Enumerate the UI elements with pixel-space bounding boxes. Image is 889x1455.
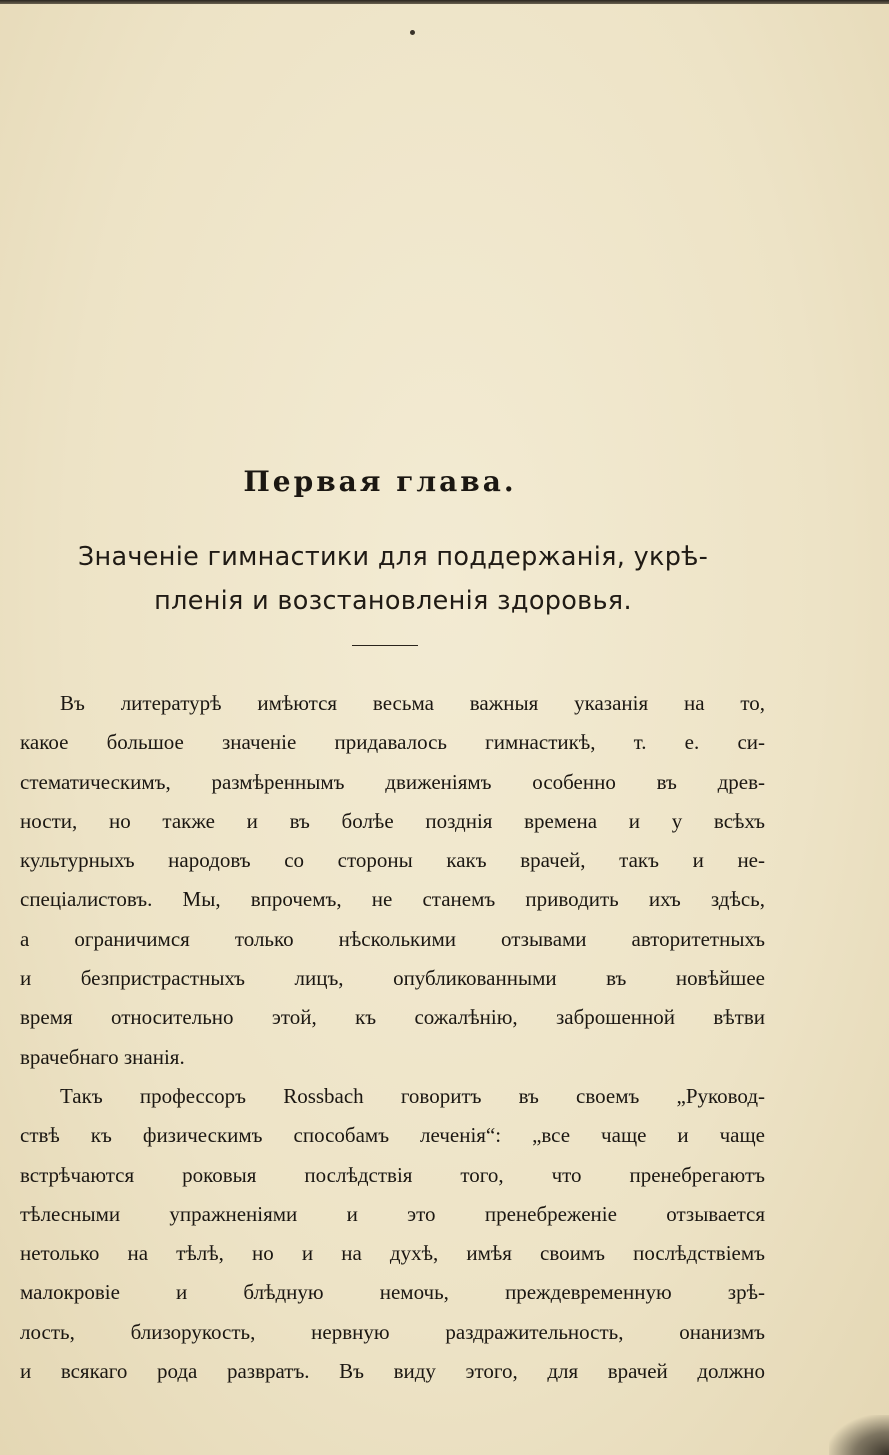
chapter-subtitle <box>18 535 768 623</box>
text-line: нетолько на тѣлѣ, но и на духѣ, имѣя своимъ послѣдствіемъ <box>20 1241 765 1266</box>
chapter-subtitle-line-2: пленія и возстановленія здоровья. <box>154 586 632 616</box>
print-dot-mark <box>410 30 415 35</box>
text-line: ствѣ къ физическимъ способамъ леченія“: „все чаще и чаще <box>20 1123 765 1148</box>
text-line: какое большое значеніе придавалось гимнастикѣ, т. е. си- <box>20 730 765 755</box>
text-line: тѣлесными упражненіями и это пренебреженіе отзывается <box>20 1201 765 1226</box>
text-line: лость, близорукость, нервную раздражительность, онанизмъ <box>20 1319 765 1344</box>
text-line: Въ литературѣ имѣются весьма важныя указанія на то, <box>60 691 765 715</box>
page-corner-stain <box>829 1415 889 1455</box>
text-line: малокровіе и блѣдную немочь, преждевременную зрѣ- <box>20 1280 765 1305</box>
chapter-subtitle-line-1: Значеніе гимнастики для поддержанія, укрѣ- <box>77 542 709 572</box>
page-top-edge <box>0 0 889 4</box>
text-line: спеціалистовъ. Мы, впрочемъ, не станемъ приводить ихъ здѣсь, <box>20 887 765 912</box>
text-line: и всякаго рода развратъ. Въ виду этого, для врачей должно <box>20 1359 765 1384</box>
chapter-title: Первая глава. <box>243 465 517 498</box>
text-line: встрѣчаются роковыя послѣдствія того, что пренебрегаютъ <box>20 1162 765 1187</box>
section-divider-rule <box>352 645 418 646</box>
text-line: ности, но также и въ болѣе позднія времена и у всѣхъ <box>20 808 765 833</box>
text-line: Такъ профессоръ Rossbach говоритъ въ своемъ „Руковод- <box>60 1083 765 1108</box>
paragraph-1 <box>20 684 765 1077</box>
text-line: и безпристрастныхъ лицъ, опубликованными въ новѣйшее <box>20 966 765 991</box>
paragraph-2 <box>20 1077 765 1391</box>
text-line: культурныхъ народовъ со стороны какъ врачей, такъ и не- <box>20 848 765 873</box>
text-line: время относительно этой, къ сожалѣнію, заброшенной вѣтви <box>20 1005 765 1030</box>
body-text <box>20 684 765 1391</box>
text-line: врачебнаго знанія. <box>20 1044 185 1069</box>
text-line: стематическимъ, размѣреннымъ движеніямъ особенно въ древ- <box>20 769 765 794</box>
text-line: а ограничимся только нѣсколькими отзывами авторитетныхъ <box>20 926 765 951</box>
